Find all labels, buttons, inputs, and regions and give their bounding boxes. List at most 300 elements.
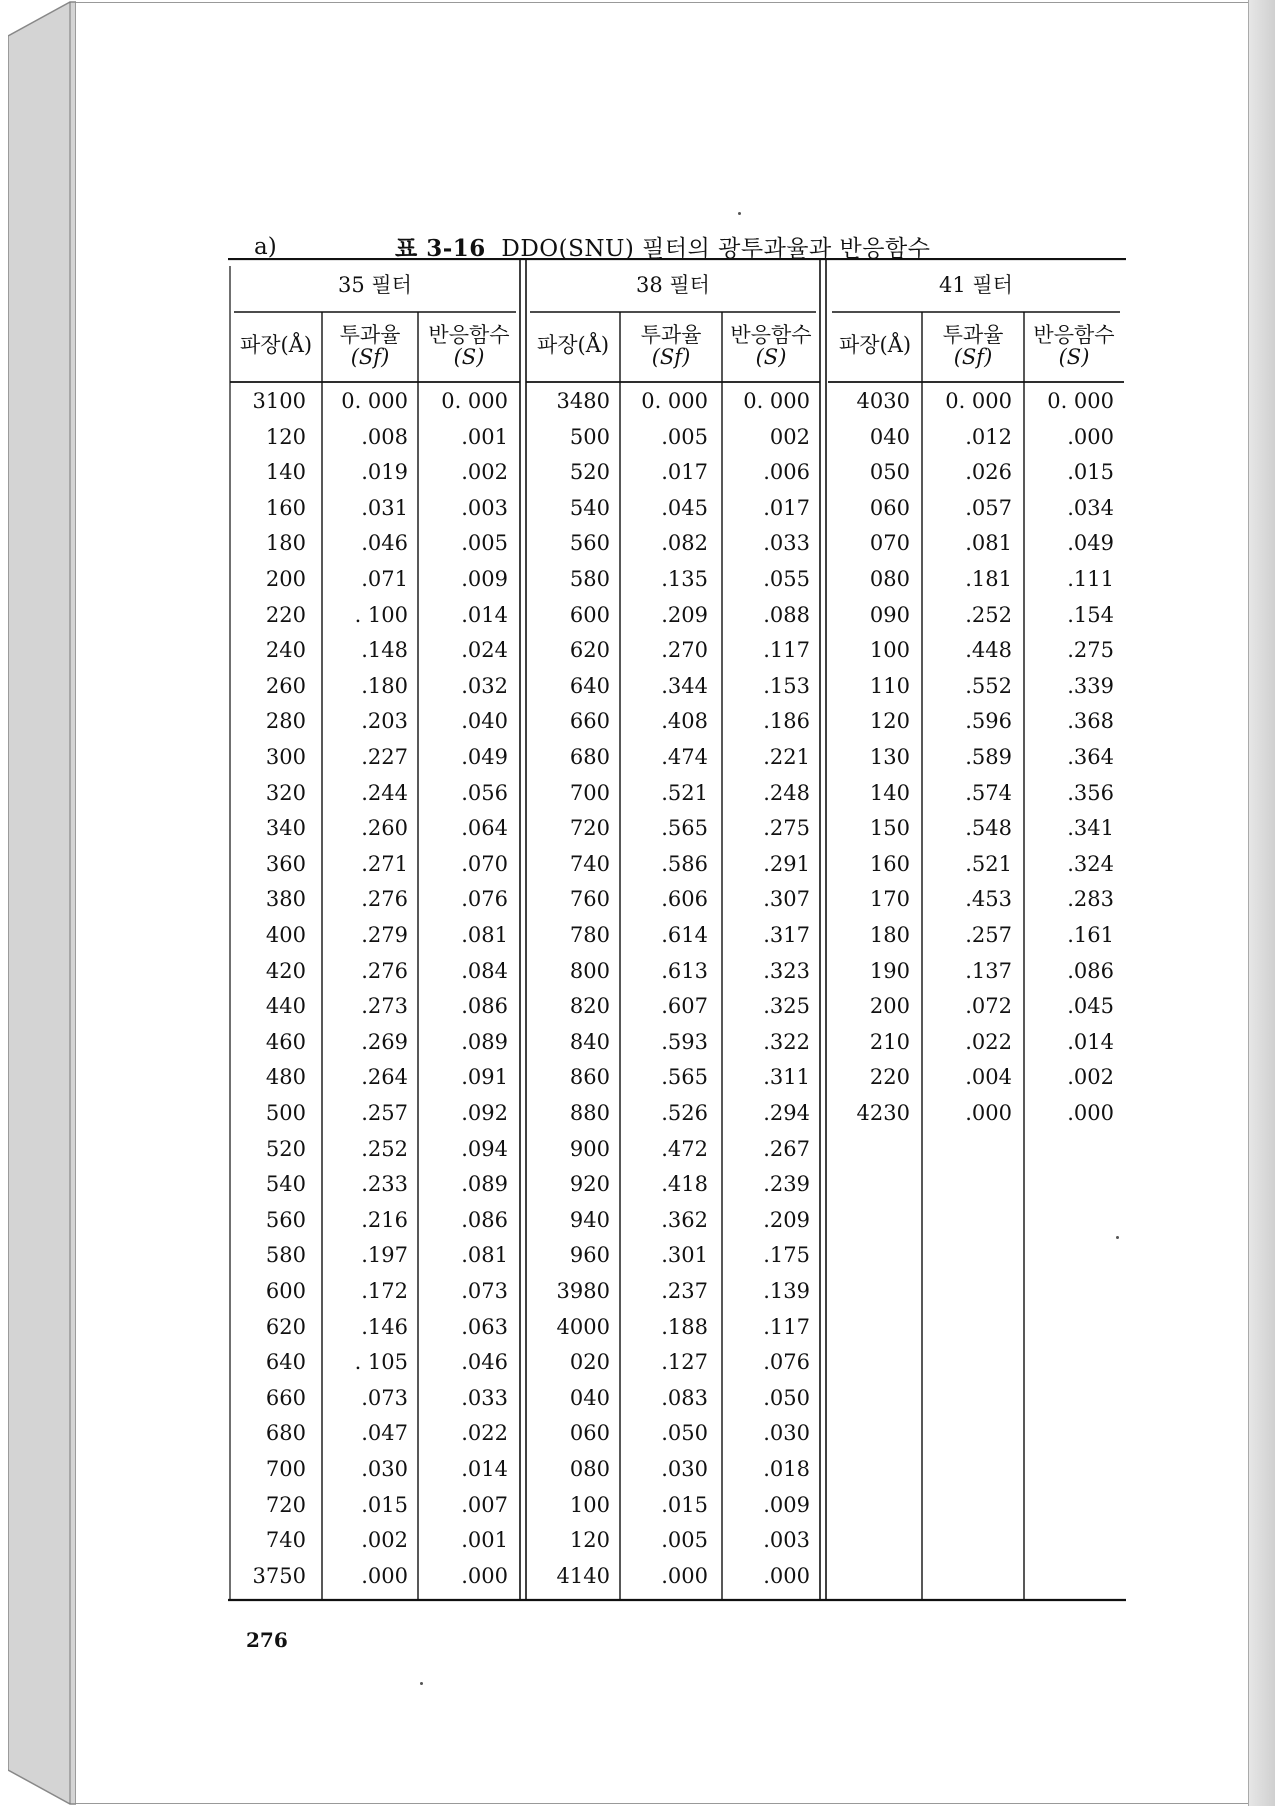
wavelength-cell: 740 (569, 851, 610, 876)
transmission-cell: .453 (965, 887, 1012, 912)
wavelength-cell: 200 (869, 994, 910, 1019)
transmission-cell: .362 (661, 1207, 708, 1232)
wavelength-cell: 760 (569, 887, 610, 912)
response-cell: .325 (763, 994, 810, 1019)
response-cell: .006 (763, 460, 810, 485)
wavelength-cell: 460 (265, 1029, 306, 1054)
response-cell: .275 (763, 816, 810, 841)
transmission-cell: .030 (361, 1457, 408, 1481)
response-cell: .050 (763, 1385, 810, 1410)
wavelength-cell: 120 (265, 424, 306, 449)
transmission-cell: .148 (361, 638, 408, 663)
transmission-cell: .279 (361, 923, 408, 947)
wavelength-cell: 580 (569, 567, 610, 591)
response-cell: .005 (461, 531, 508, 556)
response-cell: .368 (1067, 709, 1114, 734)
group-header: 38 필터 (636, 273, 710, 297)
transmission-cell: .057 (965, 495, 1012, 520)
response-cell: .032 (461, 673, 508, 698)
response-cell: .003 (461, 495, 508, 520)
wavelength-cell: 440 (265, 994, 306, 1019)
wavelength-cell: 600 (265, 1279, 306, 1303)
response-cell: .055 (763, 567, 810, 591)
transmission-cell: .593 (661, 1029, 708, 1054)
response-cell: .049 (461, 745, 508, 769)
transmission-cell: .000 (661, 1563, 708, 1588)
response-cell: .049 (1067, 531, 1114, 556)
header-symbol: (Sf) (651, 345, 691, 369)
transmission-cell: .082 (661, 531, 708, 556)
response-cell: .089 (461, 1172, 508, 1197)
transmission-cell: .273 (361, 994, 408, 1019)
transmission-cell: .015 (361, 1492, 408, 1517)
transmission-cell: .565 (661, 816, 708, 841)
response-cell: .089 (461, 1029, 508, 1054)
wavelength-cell: 140 (869, 780, 910, 805)
transmission-cell: .606 (661, 887, 708, 912)
wavelength-cell: 130 (869, 745, 910, 769)
transmission-cell: .613 (661, 958, 708, 983)
wavelength-cell: 180 (265, 531, 306, 556)
wavelength-cell: 940 (569, 1207, 610, 1232)
wavelength-cell: 640 (265, 1350, 306, 1375)
wavelength-cell: 700 (265, 1457, 306, 1481)
transmission-cell: . 100 (354, 602, 408, 627)
response-cell: .094 (461, 1136, 508, 1161)
column-header-transmission (922, 324, 1024, 368)
response-cell: .040 (461, 709, 508, 734)
transmission-cell: .071 (361, 567, 408, 591)
transmission-cell: .002 (361, 1528, 408, 1553)
response-cell: .002 (1067, 1065, 1114, 1090)
transmission-cell: .596 (965, 709, 1012, 734)
header-symbol: (Sf) (350, 345, 390, 369)
transmission-cell: .180 (361, 673, 408, 698)
wavelength-cell: 100 (869, 638, 910, 663)
response-cell: .086 (461, 1207, 508, 1232)
transmission-cell: .004 (965, 1065, 1012, 1090)
transmission-cell: .526 (661, 1101, 708, 1125)
wavelength-cell: 3100 (252, 389, 306, 413)
wavelength-cell: 620 (265, 1314, 306, 1339)
transmission-cell: .260 (361, 816, 408, 841)
transmission-cell: .047 (361, 1421, 408, 1446)
transmission-cell: .197 (361, 1243, 408, 1268)
wavelength-cell: 900 (569, 1136, 610, 1161)
header-symbol: (S) (1058, 345, 1090, 369)
response-cell: .000 (763, 1563, 810, 1588)
response-cell: .117 (763, 1314, 810, 1339)
response-cell: .081 (461, 1243, 508, 1268)
wavelength-cell: 200 (265, 567, 306, 591)
wavelength-cell: 190 (869, 958, 910, 983)
response-cell: .034 (1067, 495, 1114, 520)
transmission-cell: .015 (661, 1492, 708, 1517)
transmission-cell: .031 (361, 495, 408, 520)
transmission-cell: .589 (965, 745, 1012, 769)
wavelength-cell: 580 (265, 1243, 306, 1268)
wavelength-cell: 500 (569, 424, 610, 449)
header-label: 투과율 (640, 323, 702, 347)
wavelength-cell: 210 (869, 1029, 910, 1054)
wavelength-cell: 560 (265, 1207, 306, 1232)
wavelength-cell: 040 (569, 1385, 610, 1410)
transmission-cell: .019 (361, 460, 408, 485)
wavelength-cell: 620 (569, 638, 610, 663)
wavelength-cell: 080 (869, 567, 910, 591)
wavelength-cell: 3750 (252, 1563, 306, 1588)
response-cell: .046 (461, 1350, 508, 1375)
transmission-cell: .026 (965, 460, 1012, 485)
wavelength-cell: 060 (569, 1421, 610, 1446)
response-cell: .221 (763, 745, 810, 769)
transmission-cell: .046 (361, 531, 408, 556)
transmission-cell: .146 (361, 1314, 408, 1339)
wavelength-cell: 040 (869, 424, 910, 449)
response-cell: .139 (763, 1279, 810, 1303)
header-symbol: (S) (453, 345, 485, 369)
response-cell: .030 (763, 1421, 810, 1446)
response-cell: .024 (461, 638, 508, 663)
transmission-cell: .000 (361, 1563, 408, 1588)
wavelength-cell: 4000 (556, 1314, 610, 1339)
response-cell: .161 (1067, 923, 1114, 947)
transmission-cell: . 105 (354, 1350, 408, 1375)
wavelength-cell: 260 (265, 673, 306, 698)
response-cell: .283 (1067, 887, 1114, 912)
response-cell: .275 (1067, 638, 1114, 663)
response-cell: .018 (763, 1457, 810, 1481)
transmission-cell: .081 (965, 531, 1012, 556)
transmission-cell: .127 (661, 1350, 708, 1375)
transmission-cell: .418 (661, 1172, 708, 1197)
wavelength-cell: 800 (569, 958, 610, 983)
response-cell: .324 (1067, 851, 1114, 876)
wavelength-cell: 380 (265, 887, 306, 912)
transmission-cell: .257 (361, 1101, 408, 1125)
transmission-cell: .408 (661, 709, 708, 734)
response-cell: .175 (763, 1243, 810, 1268)
transmission-cell: .244 (361, 780, 408, 805)
response-cell: .154 (1067, 602, 1114, 627)
response-cell: .045 (1067, 994, 1114, 1019)
wavelength-cell: 320 (265, 780, 306, 805)
response-cell: .084 (461, 958, 508, 983)
wavelength-cell: 360 (265, 851, 306, 876)
wavelength-cell: 960 (569, 1243, 610, 1268)
response-cell: .311 (763, 1065, 810, 1090)
transmission-cell: .521 (965, 851, 1012, 876)
wavelength-cell: 720 (265, 1492, 306, 1517)
transmission-cell: .000 (965, 1101, 1012, 1125)
wavelength-cell: 3480 (556, 389, 610, 413)
wavelength-cell: 150 (869, 816, 910, 841)
wavelength-cell: 560 (569, 531, 610, 556)
wavelength-cell: 280 (265, 709, 306, 734)
header-label: 반응함수 (428, 323, 510, 347)
response-cell: 0. 000 (1047, 389, 1114, 413)
response-cell: .009 (461, 567, 508, 591)
transmission-cell: .271 (361, 851, 408, 876)
wavelength-cell: 680 (569, 745, 610, 769)
transmission-cell: .172 (361, 1279, 408, 1303)
transmission-cell: .030 (661, 1457, 708, 1481)
response-cell: .001 (461, 1528, 508, 1553)
response-cell: .017 (763, 495, 810, 520)
transmission-cell: .472 (661, 1136, 708, 1161)
response-cell: .009 (763, 1492, 810, 1517)
wavelength-cell: 640 (569, 673, 610, 698)
transmission-cell: .264 (361, 1065, 408, 1090)
wavelength-cell: 340 (265, 816, 306, 841)
wavelength-cell: 020 (569, 1350, 610, 1375)
wavelength-cell: 060 (869, 495, 910, 520)
response-cell: 0. 000 (441, 389, 508, 413)
response-cell: .076 (461, 887, 508, 912)
transmission-cell: .614 (661, 923, 708, 947)
wavelength-cell: 720 (569, 816, 610, 841)
wavelength-cell: 700 (569, 780, 610, 805)
response-cell: .014 (461, 1457, 508, 1481)
transmission-cell: .276 (361, 958, 408, 983)
transmission-cell: .344 (661, 673, 708, 698)
book-spine (8, 0, 76, 1806)
response-cell: .111 (1067, 567, 1114, 591)
response-cell: .014 (461, 602, 508, 627)
transmission-cell: .209 (661, 602, 708, 627)
response-cell: .091 (461, 1065, 508, 1090)
transmission-cell: .574 (965, 780, 1012, 805)
response-cell: .092 (461, 1101, 508, 1125)
wavelength-cell: 820 (569, 994, 610, 1019)
wavelength-cell: 120 (869, 709, 910, 734)
wavelength-cell: 880 (569, 1101, 610, 1125)
response-cell: .209 (763, 1207, 810, 1232)
column-header-response (418, 324, 520, 368)
response-cell: .070 (461, 851, 508, 876)
wavelength-cell: 500 (265, 1101, 306, 1125)
response-cell: 0. 000 (743, 389, 810, 413)
wavelength-cell: 4140 (556, 1563, 610, 1588)
response-cell: .002 (461, 460, 508, 485)
wavelength-cell: 480 (265, 1065, 306, 1090)
response-cell: .081 (461, 923, 508, 947)
table-label: a) (254, 234, 277, 260)
speck (1116, 1236, 1119, 1239)
response-cell: .003 (763, 1528, 810, 1553)
response-cell: .056 (461, 780, 508, 805)
response-cell: .015 (1067, 460, 1114, 485)
page-number: 276 (246, 1628, 288, 1652)
transmission-cell: .552 (965, 673, 1012, 698)
response-cell: .248 (763, 780, 810, 805)
transmission-cell: .135 (661, 567, 708, 591)
wavelength-cell: 220 (265, 602, 306, 627)
wavelength-cell: 520 (265, 1136, 306, 1161)
wavelength-cell: 680 (265, 1421, 306, 1446)
response-cell: .033 (763, 531, 810, 556)
speck (420, 1682, 423, 1685)
column-header-wavelength: 파장(Å) (239, 333, 313, 357)
wavelength-cell: 080 (569, 1457, 610, 1481)
wavelength-cell: 540 (265, 1172, 306, 1197)
transmission-cell: .188 (661, 1314, 708, 1339)
wavelength-cell: 660 (265, 1385, 306, 1410)
response-cell: .063 (461, 1314, 508, 1339)
wavelength-cell: 660 (569, 709, 610, 734)
transmission-cell: .017 (661, 460, 708, 485)
wavelength-cell: 4230 (856, 1101, 910, 1125)
response-cell: .088 (763, 602, 810, 627)
response-cell: .117 (763, 638, 810, 663)
transmission-cell: .252 (965, 602, 1012, 627)
wavelength-cell: 050 (869, 460, 910, 485)
transmission-cell: .474 (661, 745, 708, 769)
header-symbol: (S) (755, 345, 787, 369)
transmission-cell: .012 (965, 424, 1012, 449)
response-cell: .086 (1067, 958, 1114, 983)
transmission-cell: 0. 000 (641, 389, 708, 413)
transmission-cell: .548 (965, 816, 1012, 841)
transmission-cell: 0. 000 (945, 389, 1012, 413)
column-header-wavelength: 파장(Å) (838, 333, 912, 357)
transmission-cell: .216 (361, 1207, 408, 1232)
transmission-cell: .269 (361, 1029, 408, 1054)
response-cell: .364 (1067, 745, 1114, 769)
response-cell: .086 (461, 994, 508, 1019)
response-cell: .000 (1067, 424, 1114, 449)
transmission-cell: .072 (965, 994, 1012, 1019)
transmission-cell: .565 (661, 1065, 708, 1090)
transmission-cell: .448 (965, 638, 1012, 663)
transmission-cell: .257 (965, 923, 1012, 947)
wavelength-cell: 120 (569, 1528, 610, 1553)
response-cell: .007 (461, 1492, 508, 1517)
transmission-cell: .237 (661, 1279, 708, 1303)
header-label: 반응함수 (1033, 323, 1115, 347)
transmission-cell: .005 (661, 424, 708, 449)
transmission-cell: 0. 000 (341, 389, 408, 413)
wavelength-cell: 240 (265, 638, 306, 663)
transmission-cell: .276 (361, 887, 408, 912)
wavelength-cell: 180 (869, 923, 910, 947)
wavelength-cell: 070 (869, 531, 910, 556)
response-cell: .064 (461, 816, 508, 841)
transmission-cell: .181 (965, 567, 1012, 591)
transmission-cell: .008 (361, 424, 408, 449)
transmission-cell: .270 (661, 638, 708, 663)
response-cell: .000 (461, 1563, 508, 1588)
wavelength-cell: 780 (569, 923, 610, 947)
wavelength-cell: 140 (265, 460, 306, 485)
column-header-transmission (620, 324, 722, 368)
wavelength-cell: 740 (265, 1528, 306, 1553)
response-cell: .076 (763, 1350, 810, 1375)
header-symbol: (Sf) (953, 345, 993, 369)
transmission-cell: .022 (965, 1029, 1012, 1054)
page-edge-shadow (1248, 0, 1275, 1806)
group-header: 35 필터 (338, 273, 412, 297)
column-header-response (1024, 324, 1124, 368)
transmission-cell: .607 (661, 994, 708, 1019)
transmission-cell: .301 (661, 1243, 708, 1268)
wavelength-cell: 170 (869, 887, 910, 912)
header-label: 투과율 (942, 323, 1004, 347)
wavelength-cell: 540 (569, 495, 610, 520)
response-cell: .356 (1067, 780, 1114, 805)
wavelength-cell: 220 (869, 1065, 910, 1090)
transmission-cell: .083 (661, 1385, 708, 1410)
response-cell: 002 (769, 424, 810, 449)
column-header-wavelength: 파장(Å) (536, 333, 610, 357)
transmission-cell: .586 (661, 851, 708, 876)
transmission-cell: .050 (661, 1421, 708, 1446)
wavelength-cell: 920 (569, 1172, 610, 1197)
response-cell: .317 (763, 923, 810, 947)
wavelength-cell: 090 (869, 602, 910, 627)
response-cell: .153 (763, 673, 810, 698)
wavelength-cell: 4030 (856, 389, 910, 413)
transmission-cell: .227 (361, 745, 408, 769)
wavelength-cell: 3980 (556, 1279, 610, 1303)
transmission-cell: .137 (965, 958, 1012, 983)
response-cell: .000 (1067, 1101, 1114, 1125)
response-cell: .014 (1067, 1029, 1114, 1054)
response-cell: .339 (1067, 673, 1114, 698)
wavelength-cell: 160 (265, 495, 306, 520)
table-caption: DDO(SNU) 필터의 광투과율과 반응함수 (501, 236, 931, 262)
wavelength-cell: 860 (569, 1065, 610, 1090)
wavelength-cell: 110 (869, 673, 910, 698)
response-cell: .291 (763, 851, 810, 876)
transmission-cell: .073 (361, 1385, 408, 1410)
transmission-cell: .045 (661, 495, 708, 520)
wavelength-cell: 400 (265, 923, 306, 947)
wavelength-cell: 420 (265, 958, 306, 983)
response-cell: .341 (1067, 816, 1114, 841)
wavelength-cell: 300 (265, 745, 306, 769)
response-cell: .186 (763, 709, 810, 734)
column-header-response (722, 324, 820, 368)
header-label: 투과율 (339, 323, 401, 347)
response-cell: .267 (763, 1136, 810, 1161)
group-header: 41 필터 (939, 273, 1013, 297)
response-cell: .323 (763, 958, 810, 983)
response-cell: .239 (763, 1172, 810, 1197)
table-number: 표 3-16 (395, 235, 486, 262)
wavelength-cell: 520 (569, 460, 610, 485)
wavelength-cell: 100 (569, 1492, 610, 1517)
transmission-cell: .521 (661, 780, 708, 805)
data-table (228, 258, 1126, 1602)
column-header-transmission (322, 324, 418, 368)
response-cell: .022 (461, 1421, 508, 1446)
transmission-cell: .203 (361, 709, 408, 734)
transmission-cell: .252 (361, 1136, 408, 1161)
speck (738, 212, 741, 215)
wavelength-cell: 840 (569, 1029, 610, 1054)
transmission-cell: .233 (361, 1172, 408, 1197)
header-label: 반응함수 (730, 323, 812, 347)
response-cell: .294 (763, 1101, 810, 1125)
response-cell: .033 (461, 1385, 508, 1410)
response-cell: .001 (461, 424, 508, 449)
response-cell: .073 (461, 1279, 508, 1303)
transmission-cell: .005 (661, 1528, 708, 1553)
wavelength-cell: 160 (869, 851, 910, 876)
response-cell: .322 (763, 1029, 810, 1054)
response-cell: .307 (763, 887, 810, 912)
